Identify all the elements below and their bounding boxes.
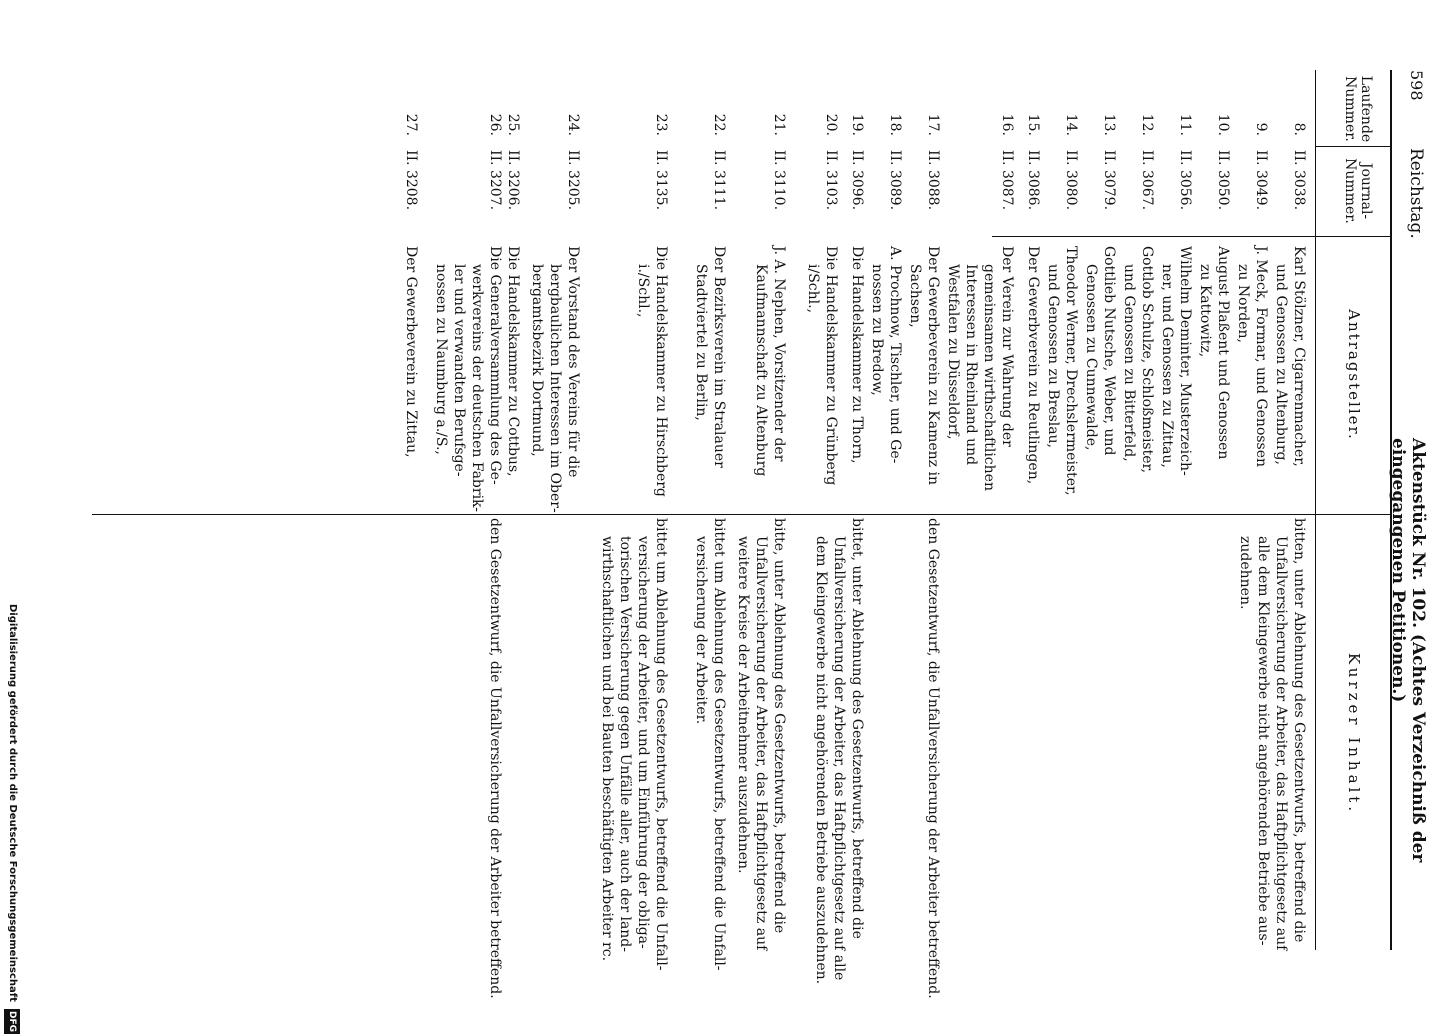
inhalt-line: bittet um Ablehnung des Gesetzentwurfs, betreffend die Unfall-: [711, 518, 727, 971]
antragsteller-line: und Genossen zu Altenburg,: [1273, 264, 1289, 465]
inhalt-line: den Gesetzentwurf, die Unfallversicherung der Arbeiter betreffend.: [487, 518, 503, 999]
antragsteller-line: Gottlob Schulze, Schloßmeister,: [1139, 246, 1155, 474]
document-page: [92, 70, 1432, 999]
inhalt-line: versicherung der Arbeiter, und um Einführung der obliga-: [635, 536, 651, 949]
antragsteller-line: i/Schl.,: [805, 264, 821, 314]
antragsteller-line: gemeinsamen wirthschaftlichen: [981, 264, 997, 491]
antragsteller-line: Die Handelskammer zu Hirschberg: [653, 246, 669, 497]
antragsteller-line: A. Prochnow, Tischler, und Ge-: [887, 246, 903, 464]
antragsteller-line: Die Handelskammer zu Grünberg: [823, 246, 839, 486]
inhalt-line: Unfallversicherung der Arbeiter, das Haftpflichtgesetz auf: [753, 536, 769, 951]
antragsteller-line: J. A. Nephen, Vorsitzender der: [771, 246, 787, 462]
antragsteller-line: zu Norden,: [1235, 264, 1251, 343]
antragsteller-line: Der Bezirksverein im Stralauer: [711, 246, 727, 468]
laufende-nummer-cell: 9.: [1253, 122, 1269, 136]
column-header-journal-nummer: Journal-Nummer.: [1342, 158, 1374, 224]
laufende-nummer-cell: 19.: [849, 113, 865, 136]
antragsteller-line: Der Gewerbverein zu Reutlingen,: [1025, 246, 1041, 485]
inhalt-cell: [486, 518, 504, 999]
journal-nummer-cell: II. 3049.: [1253, 150, 1269, 211]
laufende-nummer-cell: 24.: [565, 113, 581, 136]
laufende-nummer-cell: 13.: [1101, 113, 1117, 136]
running-head-left: Reichstag.: [1406, 148, 1426, 239]
inhalt-cell: [1236, 518, 1308, 951]
antragsteller-line: August Plaßent und Genossen: [1215, 246, 1231, 460]
antragsteller-cell: [1158, 246, 1194, 512]
laufende-nummer-cell: 15.: [1025, 113, 1041, 136]
laufende-nummer-cell: 16.: [999, 113, 1015, 136]
journal-nummer-cell: II. 3056.: [1177, 150, 1193, 211]
inhalt-line: bitten, unter Ablehnung des Gesetzentwurfs, betreffend die: [1291, 518, 1307, 943]
journal-nummer-cell: II. 3205.: [565, 150, 581, 211]
antragsteller-line: i./Schl.,: [635, 264, 651, 318]
column-header-kurzer-inhalt: Kurzer Inhalt.: [1345, 652, 1363, 816]
journal-nummer-cell: II. 3088.: [925, 150, 941, 211]
page-header: [1386, 70, 1432, 950]
column-header-antragsteller: Antragsteller.: [1345, 309, 1363, 441]
journal-nummer-cell: II. 3207.: [487, 150, 503, 211]
antragsteller-line: Die Generalversammlung des Ge-: [487, 246, 503, 485]
antragsteller-line: Stadtviertel zu Berlin,: [693, 264, 709, 421]
inhalt-line: bittet um Ablehnung des Gesetzentwurfs, betreffend die Unfall-: [653, 518, 669, 971]
antragsteller-cell: [868, 246, 904, 512]
laufende-nummer-cell: 25.: [505, 113, 521, 136]
antragsteller-line: ner, und Genossen zu Zittau,: [1159, 264, 1175, 468]
laufende-nummer-cell: 18.: [887, 113, 903, 136]
antragsteller-line: bergbaulichen Interessen im Ober-: [547, 264, 563, 513]
antragsteller-cell: [1234, 246, 1270, 512]
antragsteller-line: Genossen zu Cunnewalde,: [1083, 264, 1099, 451]
antragsteller-cell: [692, 246, 728, 512]
antragsteller-cell: [804, 246, 840, 512]
inhalt-line: torischen Versicherung gegen Unfälle aller, auch der land-: [617, 536, 633, 952]
antragsteller-cell: [432, 246, 504, 512]
petition-table: [92, 70, 1392, 999]
journal-nummer-cell: II. 3080.: [1063, 150, 1079, 211]
antragsteller-cell: [1120, 246, 1156, 512]
antragsteller-line: Der Verein zur Wahrung der: [999, 246, 1015, 447]
antragsteller-line: Wilhelm Deminter, Musterzeich-: [1177, 246, 1193, 476]
antragsteller-cell: [944, 246, 1016, 512]
journal-nummer-cell: II. 3067.: [1139, 150, 1155, 211]
journal-nummer-cell: II. 3079.: [1101, 150, 1117, 211]
antragsteller-line: Die Handelskammer zu Thorn,: [849, 246, 865, 464]
laufende-nummer-cell: 22.: [711, 113, 727, 136]
antragsteller-cell: [1024, 246, 1042, 512]
laufende-nummer-cell: 23.: [653, 113, 669, 136]
journal-nummer-cell: II. 3206.: [505, 150, 521, 211]
antragsteller-cell: [1082, 246, 1118, 512]
antragsteller-cell: [402, 246, 420, 512]
antragsteller-cell: [906, 246, 942, 512]
inhalt-line: den Gesetzentwurf, die Unfallversicherung der Arbeiter betreffend.: [925, 518, 941, 999]
antragsteller-line: Der Gewerbeverein zu Zittau,: [403, 246, 419, 458]
inhalt-line: Unfallversicherung der Arbeiter, das Haftpflichtgesetz auf alle: [831, 536, 847, 981]
page-number: 598: [1407, 70, 1426, 101]
laufende-nummer-cell: 14.: [1063, 113, 1079, 136]
laufende-nummer-cell: 20.: [823, 113, 839, 136]
column-divider: [1316, 146, 1392, 147]
antragsteller-line: bergamtsbezirk Dortmund,: [529, 264, 545, 457]
antragsteller-cell: [634, 246, 670, 512]
journal-nummer-cell: II. 3111.: [711, 150, 727, 211]
inhalt-cell: [924, 518, 942, 999]
antragsteller-line: Interessen in Rheinland und: [963, 264, 979, 466]
laufende-nummer-cell: 12.: [1139, 113, 1155, 136]
antragsteller-line: Westfalen zu Düsseldorf,: [945, 264, 961, 440]
antragsteller-line: und Genossen zu Breslau,: [1045, 264, 1061, 449]
journal-nummer-cell: II. 3050.: [1215, 150, 1231, 211]
antragsteller-line: Der Vorstand des Vereins für die: [565, 246, 581, 478]
journal-nummer-cell: II. 3038.: [1291, 150, 1307, 211]
journal-nummer-cell: II. 3110.: [771, 150, 787, 211]
journal-nummer-cell: II. 3103.: [823, 150, 839, 211]
antragsteller-line: Karl Stölzner, Cigarrenmacher,: [1291, 246, 1307, 467]
inhalt-cell: [598, 518, 670, 971]
journal-nummer-cell: II. 3087.: [999, 150, 1015, 211]
inhalt-cell: [812, 518, 866, 985]
antragsteller-cell: [1272, 246, 1308, 512]
inhalt-line: bittet, unter Ablehnung des Gesetzentwurfs, betreffend die: [849, 518, 865, 939]
credit-text: Digitalisierung gefördert durch die Deutsche Forschungsgemeinschaft: [7, 604, 18, 1002]
antragsteller-cell: [528, 246, 582, 512]
antragsteller-cell: [1196, 246, 1232, 512]
inhalt-line: Unfallversicherung der Arbeiter, das Haftpflichtgesetz auf: [1273, 536, 1289, 951]
antragsteller-line: Gottlieb Nutsche, Weber, und: [1101, 246, 1117, 456]
journal-nummer-cell: II. 3135.: [653, 150, 669, 211]
laufende-nummer-cell: 10.: [1215, 113, 1231, 136]
antragsteller-line: und Genossen zu Bitterfeld,: [1121, 264, 1137, 462]
dfg-logo: DFG: [4, 1009, 20, 1034]
antragsteller-line: Kaufmannschaft zu Altenburg: [753, 264, 769, 477]
antragsteller-cell: [752, 246, 788, 512]
inhalt-cell: [692, 518, 728, 971]
antragsteller-cell: [504, 246, 522, 512]
antragsteller-line: zu Kattowitz,: [1197, 264, 1213, 358]
inhalt-line: dem Kleingewerbe nicht angehörenden Betriebe auszudehnen.: [813, 536, 829, 985]
inhalt-line: wirthschaftlichen und bei Bauten beschäftigten Arbeiter rc.: [599, 536, 615, 962]
antragsteller-line: J. Meck, Formar, und Genossen: [1253, 246, 1269, 468]
column-divider: [92, 514, 1392, 515]
table-header-rule: [1315, 70, 1316, 950]
digitization-credit: [4, 604, 20, 1033]
antragsteller-line: Sachsen,: [907, 264, 923, 328]
inhalt-line: weitere Kreise der Arbeitnehmer auszudehnen.: [735, 536, 751, 874]
laufende-nummer-cell: 26.: [487, 113, 503, 136]
column-header-laufende-nummer: Laufende Nummer.: [1342, 75, 1374, 143]
inhalt-cell: [734, 518, 788, 951]
running-head-title: Aktenstück Nr. 102. (Achtes Verzeichniß der eingegangenen Petitionen.): [1388, 438, 1428, 863]
inhalt-line: versicherung der Arbeiter.: [693, 536, 709, 725]
laufende-nummer-cell: 11.: [1177, 113, 1193, 136]
antragsteller-cell: [848, 246, 866, 512]
journal-nummer-cell: II. 3096.: [849, 150, 865, 211]
inhalt-line: bitte, unter Ablehnung des Gesetzentwurfs, betreffend die: [771, 518, 787, 934]
antragsteller-line: werkvereins der deutschen Fabrik-: [469, 264, 485, 513]
antragsteller-cell: [1044, 246, 1080, 512]
antragsteller-line: Die Handelskammer zu Cottbus,: [505, 246, 521, 477]
inhalt-line: alle dem Kleingewerbe nicht angehörenden Betriebe aus-: [1255, 536, 1271, 946]
antragsteller-line: nossen zu Naumburg a./S.,: [433, 264, 449, 455]
journal-nummer-cell: II. 3089.: [887, 150, 903, 211]
laufende-nummer-cell: 27.: [403, 113, 419, 136]
journal-nummer-cell: II. 3086.: [1025, 150, 1041, 211]
antragsteller-line: nossen zu Bredow,: [869, 264, 885, 396]
journal-nummer-cell: II. 3208.: [403, 150, 419, 211]
antragsteller-line: Theodor Werner, Drechslermeister,: [1063, 246, 1079, 496]
inhalt-line: zudehnen.: [1237, 536, 1253, 610]
table-top-rule: [1390, 70, 1392, 950]
laufende-nummer-cell: 17.: [925, 113, 941, 136]
antragsteller-line: Der Gewerbeverein zu Kamenz in: [925, 246, 941, 485]
laufende-nummer-cell: 8.: [1291, 122, 1307, 136]
antragsteller-line: ler und verwandten Berufsge-: [451, 264, 467, 477]
laufende-nummer-cell: 21.: [771, 113, 787, 136]
